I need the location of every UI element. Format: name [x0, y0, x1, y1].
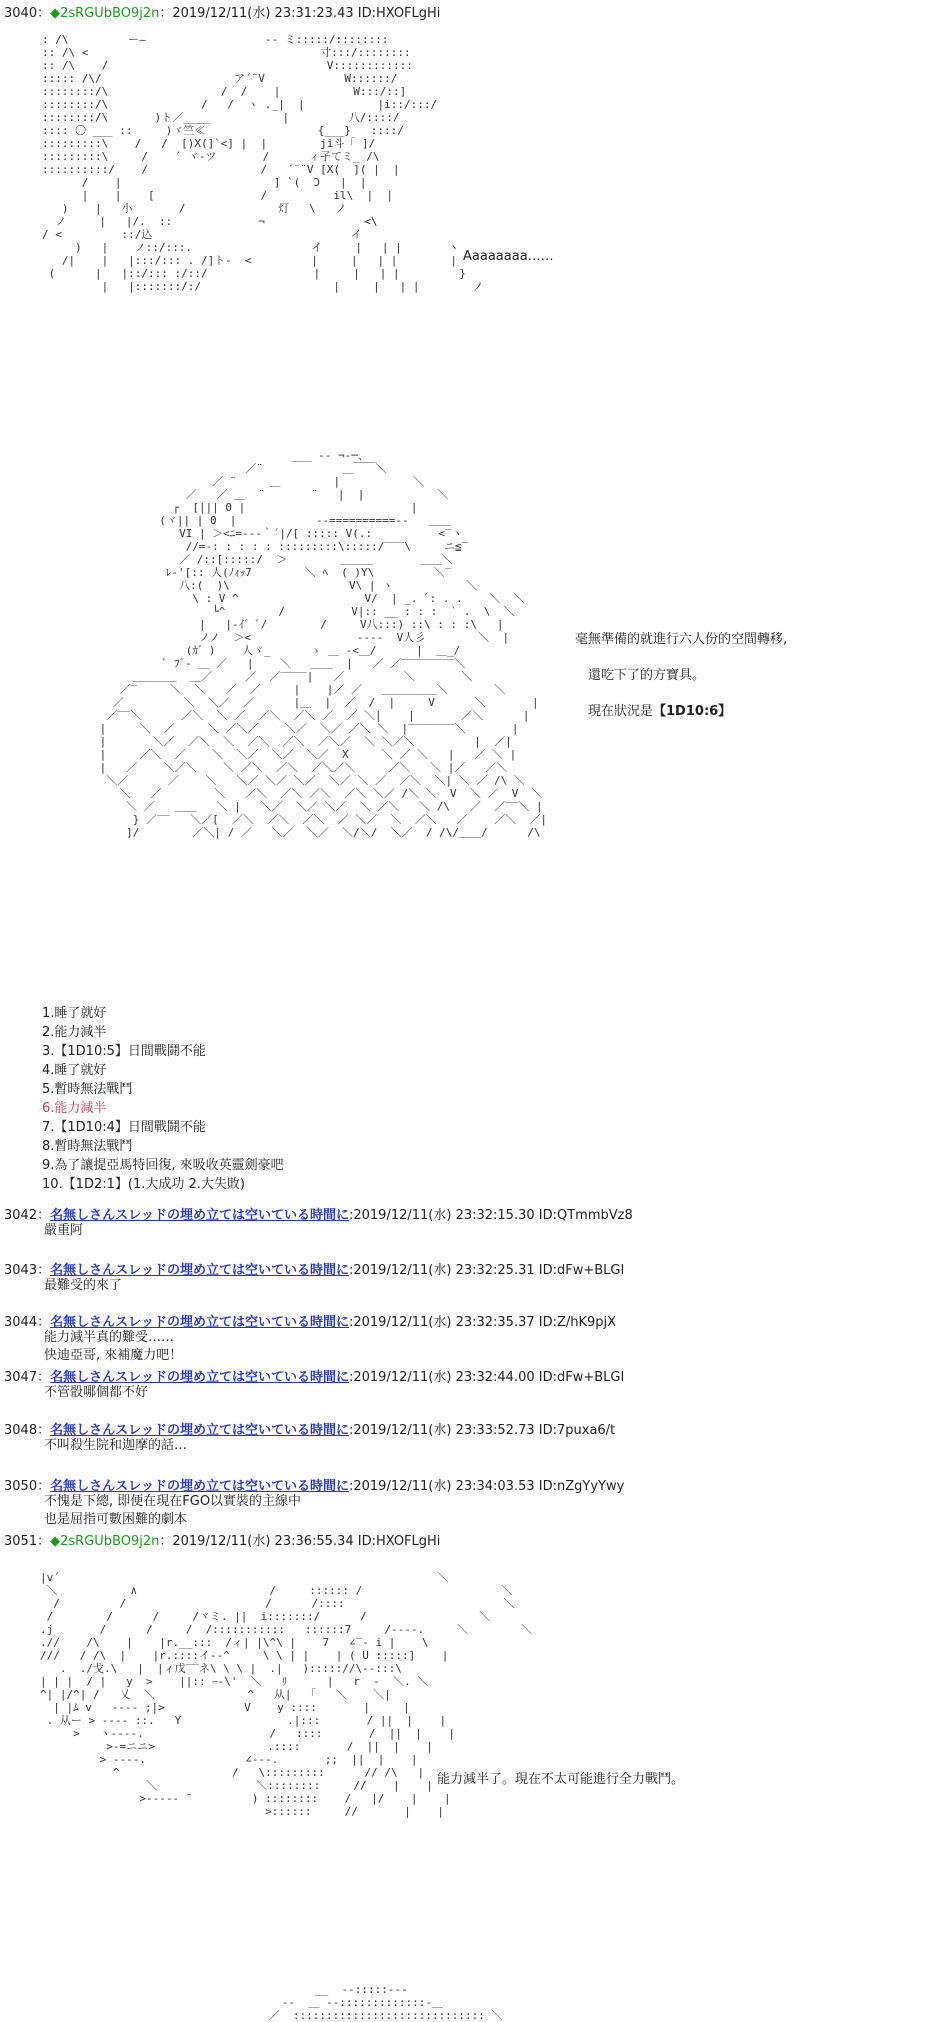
option-item: 2.能力減半	[42, 1025, 107, 1040]
narration-line: 毫無準備的就進行六人份的空間轉移,	[575, 632, 788, 647]
post-date: :2019/12/11(水) 23:34:03.53 ID:nZgYyYwy	[348, 1479, 625, 1494]
post-date: ：2019/12/11(水) 23:36:55.34 ID:HXOFLgHi	[159, 1534, 441, 1549]
post-body: 不愧是下總, 即便在現在FGO以實裝的主線中	[44, 1494, 302, 1509]
option-item-selected: 6.能力減半	[42, 1101, 107, 1116]
option-item: 9.為了讓提亞馬特回復, 來吸收英靈劍豪吧	[42, 1158, 284, 1173]
author-name-link[interactable]: 名無しさんスレッドの埋め立ては空いている時間に	[50, 1208, 349, 1223]
post-header-3047: 3047：名無しさんスレッドの埋め立ては空いている時間に:2019/12/11(水) 23:32:44.00 ID:dFw+BLGI	[4, 1370, 625, 1385]
post-body: 能力減半真的難受……	[44, 1330, 175, 1345]
ascii-art-2: ___ ‐‐ ¬‐─、 ／¨ ＿￣￣＼ ／ ¨ ＿ | ＼ ／ ／ ＿ ¨ ¨ | | ＼ ┌ [||| 0 | | (ヾ|| | 0 | ‐‐==========‐‐ ＿＿ VI | ＞<ﾆ=‐-‐｀´|/[ ::::: V(.: <‾ヽ //=‐: : : : : :::::::::\:::::/‾‾‾\ ニ≦‾ ／ /::[:::::/ ＞ ＿＿＿ ＿＿＼ ﾚ‐'[:: 人(ﾉｨｯ7 ＼ ﾍ ( )Y\ ＼‾ 八:( )\ V\ | ヽ ＼ \ : V ^ V/ | _. ﾞ: . . ＼ ＼ └^ / V|:: __ : : : ` . \ ＼ | |‐ｲ゛ﾞ/ / V八:::) ::\ : : :\ | ノノ ＞< ‐‐‐‐ V人彡 ＼ | (ｶ゛) 人ゞ_ ゝ ＿ -<＿/ | ＿_/ ﾞ ﾌﾞ‐ ＿ ／ | ＼ ＿＿ | ／ ／‾‾‾‾‾‾‾‾＼ ＿＿＿＿ ＿／ ／ ／‾‾‾‾| ／ ＼ ＼ ／‾ ＼ ＼ ／ ／ | |／ ／ ＿＿＿＿＿＼ ＼ ／ ＼ ＼／ ／ |＿ | ／ / | V ＼ | ／‾‾＼ ／＼ ＼ ／ ／＼ ／＼ ／ ／ ＼| | ／＼ | | ＼ ／ ＼ ／＼／ ＼／ ＼／ ／＼ ＼ |‾‾‾‾‾‾‾＼ | | ＼／ ／＼ ＼ ／＼ ／＼ ／＼／ ＼ ＼／＼ | ／| | ／＼ ／ ＼ ＼／ ＼／ ＼／ X ＼ ／ ＼ | ／ ＼ | | ／ ＼／＼ ＼ ／＼ ／＼ ／＼／＼ ／＼ ＼ |／ ／＼ ＼／ ／ ＼ ＼／ ＼／ ＼／ ＼／ ＼ ／ ／＼ ＼| ＼ ／ /\ ＼ ＼ ／ ＼ ／＼ ／＼ ／＼ ／＼ ＼／ /＼ ＼ V ＼ ／ V ＼ ＼ ／ ＿＿ ＼ | ＼／ ＼／ ＼／ ＼ ／＼ ＼ /\ ／ ／‾‾＼ | } ／‾‾ ＼／[ ／＼ ／＼ ／＼ ／ ＼／ ＼ ／＼ ／ ／＼ ／| ]/ ／＼| / ／ ＼／ ＼／ ＼/＼/ ＼／ / /\/＿＿/ /\	[99, 449, 548, 839]
option-item: 10.【1D2:1】(1.大成功 2.大失敗)	[42, 1177, 245, 1192]
post-body: 不管骰哪個都不好	[44, 1385, 149, 1400]
post-date: ：2019/12/11(水) 23:31:23.43 ID:HXOFLgHi	[159, 6, 441, 21]
author-name-link[interactable]: 名無しさんスレッドの埋め立ては空いている時間に	[50, 1263, 349, 1278]
ascii-art-3: |v´ ＼ ＼ ∧ / :::::: / ＼ / / / /:::: ＼ / / / /ヾミ. || i:::::::/ / ＼ .j / / / /::::::::::: ::::::7 /‐‐‐‐. ＼ ＼ .// /\ | |r.__::: /ィ| |\^\ | 7 ∠‾‐ i | \ /// / /\ | |r.::::イ‐‐^ \ \ | | | ( U :::::] | . ./戈.\ | |ィ戊‾‾ネ\ \ \ | .| )::::://\‐‐:::\ | | | / | y > ||:: ｰ‐\' ＼ ﾘ | r ‐ ＼. ＼ ^| |/^| / 乂 ＼ ^ 从| 「 ＼ ＼| | |ﾑ v ‐‐‐‐ ;|> V y :::: | | . 从ー > ‐‐‐‐ ::. Y .|::: / || | | > ヽ‐‐‐‐. / :::: / || | | >‐=ニニ> .:::: / || | | > ‐‐‐‐. ∠‐‐‐. ;; || | | ^ / \::::::::: // /\ | ＼ ＼:::::::: // | | >‐‐‐‐‐ ¨ ) :::::::: / |/ | | >:::::: // | |	[40, 1571, 533, 1818]
post-number: 3050	[4, 1479, 38, 1494]
option-item: 1.睡了就好	[42, 1006, 107, 1021]
post-header-3050: 3050：名無しさんスレッドの埋め立ては空いている時間に:2019/12/11(水) 23:34:03.53 ID:nZgYyYwy	[4, 1479, 625, 1494]
option-item: 4.睡了就好	[42, 1063, 107, 1078]
post-header-3043: 3043：名無しさんスレッドの埋め立ては空いている時間に:2019/12/11(水) 23:32:25.31 ID:dFw+BLGI	[4, 1263, 625, 1278]
option-item: 5.暫時無法戰鬥	[42, 1082, 133, 1097]
post-number: 3048	[4, 1423, 38, 1438]
option-list	[42, 1004, 284, 1194]
post-header-3044: 3044：名無しさんスレッドの埋め立ては空いている時間に:2019/12/11(水) 23:32:35.37 ID:Z/hK9pjX	[4, 1315, 617, 1330]
post-number: 3051	[4, 1534, 38, 1549]
post-number: 3044	[4, 1315, 38, 1330]
narration-line: 現在狀況是【1D10:6】	[588, 704, 732, 719]
option-item: 7.【1D10:4】日間戰鬪不能	[42, 1120, 206, 1135]
post-number: 3043	[4, 1263, 38, 1278]
post-number: 3040	[4, 6, 38, 21]
post-date: :2019/12/11(水) 23:33:52.73 ID:7puxa6/t	[348, 1423, 616, 1438]
post-header-3042: 3042：名無しさんスレッドの埋め立ては空いている時間に:2019/12/11(水) 23:32:15.30 ID:QTmmbVz8	[4, 1208, 633, 1223]
post-header-3051: 3051：◆2sRGUbBO9j2n：2019/12/11(水) 23:36:55.34 ID:HXOFLgHi	[4, 1534, 441, 1549]
ascii-art-4: __ ‐‐:::::‐‐‐ ‐‐ ＿ ‐‐:::::::::::::‐＿ ／ ::::::::::::::::::::::::::::: ＼	[268, 1983, 503, 2022]
author-name-link[interactable]: 名無しさんスレッドの埋め立ては空いている時間に	[50, 1370, 349, 1385]
post-date: :2019/12/11(水) 23:32:44.00 ID:dFw+BLGI	[348, 1370, 625, 1385]
post-date: :2019/12/11(水) 23:32:15.30 ID:QTmmbVz8	[348, 1208, 633, 1223]
post-header-3048: 3048：名無しさんスレッドの埋め立ては空いている時間に:2019/12/11(水) 23:33:52.73 ID:7puxa6/t	[4, 1423, 616, 1438]
post-header-3040: 3040：◆2sRGUbBO9j2n：2019/12/11(水) 23:31:23.43 ID:HXOFLgHi	[4, 6, 441, 21]
author-name-link[interactable]: 名無しさんスレッドの埋め立ては空いている時間に	[50, 1479, 349, 1494]
post-date: :2019/12/11(水) 23:32:25.31 ID:dFw+BLGI	[348, 1263, 625, 1278]
dice-result: 【1D10:6】	[653, 704, 732, 719]
narration-line: Aaaaaaaa……	[463, 249, 554, 264]
narration-line: 還吃下了的方寶具。	[588, 668, 706, 683]
post-number: 3047	[4, 1370, 38, 1385]
post-body: 最難受的來了	[44, 1278, 123, 1293]
post-body: 嚴重阿	[44, 1223, 84, 1238]
author-trip[interactable]: ◆2sRGUbBO9j2n	[50, 6, 160, 21]
post-body: 快迪亞哥, 來補魔力吧！	[44, 1348, 183, 1363]
post-number: 3042	[4, 1208, 38, 1223]
author-name-link[interactable]: 名無しさんスレッドの埋め立ては空いている時間に	[50, 1315, 349, 1330]
narration-line: 能力減半了。現在不太可能進行全力戰鬥。	[437, 1772, 685, 1787]
post-body: 不叫殺生院和迦摩的話…	[44, 1438, 188, 1453]
option-item: 3.【1D10:5】日間戰鬪不能	[42, 1044, 206, 1059]
post-body: 也是屈指可數困難的劇本	[44, 1512, 188, 1527]
author-name-link[interactable]: 名無しさんスレッドの埋め立ては空いている時間に	[50, 1423, 349, 1438]
author-trip[interactable]: ◆2sRGUbBO9j2n	[50, 1534, 160, 1549]
option-item: 8.暫時無法戰鬥	[42, 1139, 133, 1154]
ascii-art-1: : /\ ー― -- ミ:::::/:::::::: :: /\ < 寸:::/:::::::: :: /\ / V:::::::::::: ::::: /\/ ア´¨V W::::::/ ::::::::/\ / / | W:::/::] ::::::::/\ / / ヽ ._| | |i::/:::/ ::::::::/\ )ト／____ | 八/::::/ :::: 〇 ___ :: )ゞ竺≪ {___} ::::/ :::::::::\ / / [)X(]`<] | | ji斗「 ]/ :::::::::\ / ´ ヾ‐ツ / ィ孑てミ_ /\ ::::::::::/ / / ´¨¨V [X( ]( | | / | ] `( Ɔ | | | | [ / il\ | | ) | 小 / 灯 \ ノ ノ | |/. :: ¬ <\ / < ::/込 イ ) | ノ::/:::. イ | | | ヽ /| | |:::/::: . /]ト- < | | | | | ( | |::/::: :/::/ | | | | } | |:::::::/:/ | | | | ノ	[42, 33, 484, 293]
post-date: :2019/12/11(水) 23:32:35.37 ID:Z/hK9pjX	[348, 1315, 617, 1330]
